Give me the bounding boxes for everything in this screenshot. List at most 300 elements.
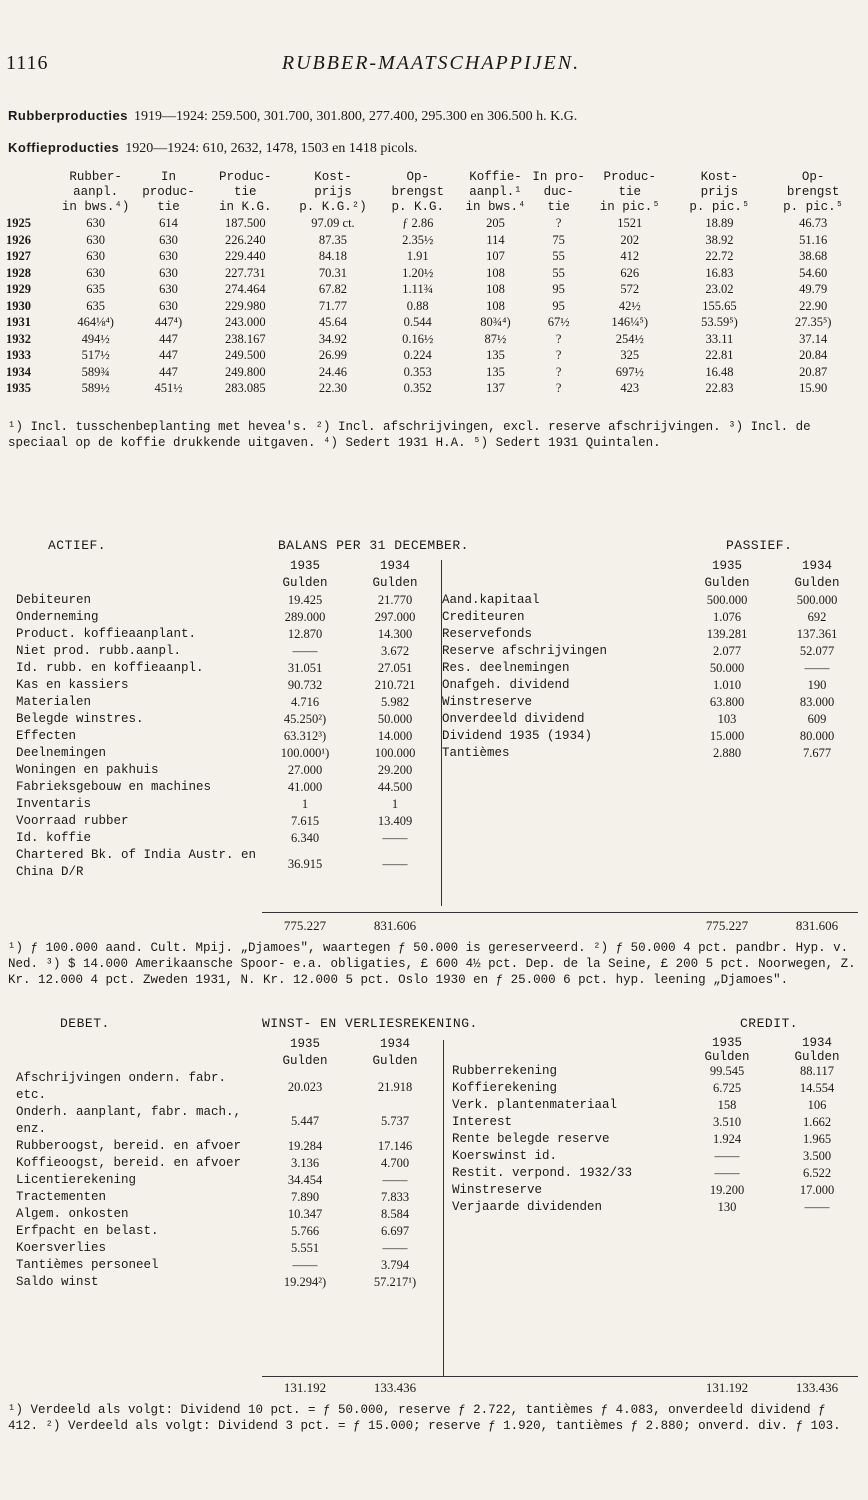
debet-row [16,1155,440,1172]
balance-total-rule [262,912,858,913]
debet-label: Rubberoogst, bereid. en afvoer [16,1139,242,1153]
debet-value-1934: 17.146 [377,1139,413,1153]
debet-table [16,1036,440,1291]
credit-row [452,1097,862,1114]
debet-unit-1935: Gulden [282,1054,328,1068]
passief-value-1934: —— [804,661,830,675]
production-value-cell: 0.544 [403,315,432,329]
passief-row [442,711,862,728]
production-value-cell: 447⁴) [154,315,183,329]
passief-value-1935: 1.010 [712,678,742,692]
production-header-cell: prijs [314,185,352,199]
production-value-cell: ? [555,331,562,346]
passief-row [442,677,862,694]
production-header-cell: Produc- [603,170,656,184]
passief-table [442,558,862,762]
credit-totals [682,1380,862,1396]
actief-value-1935: 36.915 [287,856,323,871]
production-value-cell: 23.02 [705,282,734,296]
production-value-cell: 34.92 [318,331,348,346]
debet-value-1935: 5.447 [290,1113,320,1128]
actief-row [16,626,440,643]
actief-value-1935: 90.732 [287,678,323,692]
production-value-cell: 38.68 [799,249,828,263]
debet-value-1934: 7.833 [380,1190,410,1204]
production-year-cell: 1927 [6,249,31,263]
production-value-cell: 26.99 [318,348,348,362]
credit-label: Interest [452,1115,513,1129]
actief-value-1935: 7.615 [290,814,320,828]
production-row [6,265,862,282]
passief-year-header [442,558,862,575]
credit-label: Restit. verpond. 1932/33 [452,1166,633,1180]
production-header-cell: prijs [700,185,739,199]
passief-total-1935: 775.227 [705,918,749,933]
production-value-cell: 464⅛⁴) [77,315,114,329]
actief-row [16,694,440,711]
actief-row [16,728,440,745]
production-value-cell: 1.91 [406,249,429,263]
production-value-cell: 42½ [618,298,641,313]
production-value-cell: 95 [552,282,565,296]
credit-unit-1935: Gulden [704,1050,750,1064]
actief-label: Id. rubb. en koffieaanpl. [16,661,204,675]
credit-value-1935: 158 [717,1098,737,1112]
production-value-cell: 572 [620,282,640,296]
actief-table [16,558,440,881]
production-value-cell: 451½ [154,381,183,395]
production-value-cell: 630 [86,265,106,280]
production-value-cell: 423 [620,381,640,395]
passief-label: Aand.kapitaal [442,593,540,607]
credit-table [452,1063,862,1216]
actief-label: Id. koffie [16,831,92,845]
production-value-cell: 67.82 [318,282,348,296]
debet-row [16,1172,440,1189]
actief-value-1934: 27.051 [377,661,413,675]
actief-unit-1934: Gulden [372,576,418,590]
production-year-cell: 1934 [6,364,31,379]
production-row [6,380,862,397]
passief-value-1934: 7.677 [802,746,832,760]
passief-label: Winstreserve [442,695,533,709]
actief-value-1934: 100.000 [374,746,416,760]
debet-total-1935: 131.192 [283,1380,327,1395]
debet-unit-1934: Gulden [372,1054,418,1068]
production-value-cell: ? [555,381,562,395]
profit-loss-total-rule [262,1376,858,1377]
debet-unit-header [16,1053,440,1070]
actief-value-1934: 29.200 [377,763,413,777]
actief-value-1934: 297.000 [374,610,416,624]
credit-value-1935: 99.545 [709,1064,745,1078]
production-header-cell: in bws.⁴) [61,200,130,214]
production-value-cell: 54.60 [799,265,828,280]
actief-label: Deelnemingen [16,746,107,760]
profit-loss-title: WINST- EN VERLIESREKENING. [262,1016,478,1031]
debet-value-1934: 8.584 [380,1207,410,1221]
actief-label: Debiteuren [16,593,92,607]
debet-value-1935: 19.284 [287,1139,323,1153]
production-value-cell: 249.800 [224,364,266,379]
credit-row [452,1165,862,1182]
actief-row [16,745,440,762]
production-header-cell [6,185,56,200]
production-value-cell: ? [555,364,562,379]
production-value-cell: 155.65 [702,298,737,313]
production-header-cell: In [161,170,177,184]
passief-value-1935: 1.076 [712,610,742,624]
debet-total-1934: 133.436 [373,1380,417,1395]
debet-label: Koffieoogst, bereid. en afvoer [16,1156,242,1170]
production-value-cell: 22.81 [705,348,734,362]
actief-value-1934: 1 [391,797,399,811]
production-value-cell: 87.35 [318,232,348,247]
production-value-cell: 22.90 [799,298,828,313]
passief-value-1934: 83.000 [799,695,835,709]
actief-totals [260,918,440,934]
actief-row [16,660,440,677]
production-value-cell: 1.11¾ [402,282,434,296]
passief-label: Res. deelnemingen [442,661,570,675]
production-header-cell: aanpl. [73,185,119,199]
credit-label: Verjaarde dividenden [452,1200,603,1214]
credit-row [452,1131,862,1148]
debet-label: Afschrijvingen ondern. fabr. etc. [16,1071,227,1102]
passief-value-1934: 609 [807,712,827,726]
production-header-cell: aanpl.¹ [469,185,522,199]
passief-value-1934: 500.000 [796,593,838,607]
production-value-cell: 226.240 [224,232,266,247]
debet-heading: DEBET. [60,1016,110,1031]
production-header-cell: produc- [142,185,195,199]
production-header-cell: in K.G. [219,200,272,214]
actief-row [16,779,440,796]
production-value-cell: 0.16½ [402,331,434,346]
actief-value-1934: 14.000 [377,729,413,743]
page-header [6,52,856,76]
production-value-cell: 202 [620,232,640,247]
production-value-cell: 412 [620,249,640,263]
production-value-cell: 87½ [484,331,507,346]
passief-row [442,745,862,762]
production-value-cell: 1521 [617,216,643,230]
production-table [6,170,862,397]
passief-row [442,626,862,643]
production-value-cell: 229.980 [224,298,266,313]
production-year-cell: 1930 [6,298,31,313]
debet-row [16,1138,440,1155]
credit-value-1934: 14.554 [799,1081,835,1095]
actief-row [16,847,440,881]
production-header-cell: in pic.⁵ [599,200,660,214]
debet-value-1934: 4.700 [380,1156,410,1170]
rubber-production-line [8,108,577,125]
credit-label: Rente belegde reserve [452,1132,610,1146]
actief-year-header [16,558,440,575]
production-value-cell: 67½ [547,315,570,329]
credit-heading: CREDIT. [740,1016,799,1031]
debet-row [16,1104,440,1138]
passief-value-1935: 103 [717,712,737,726]
production-header-cell: brengst [786,185,840,199]
production-year-cell: 1929 [6,282,31,296]
production-value-cell: 107 [486,249,505,263]
production-value-cell: 38.92 [705,232,734,247]
passief-row [442,660,862,677]
production-header-cell: tie [618,185,641,199]
passief-value-1935: 2.077 [712,644,742,658]
actief-value-1934: 3.672 [380,644,410,658]
actief-label: Fabrieksgebouw en machines [16,780,212,794]
actief-label: Chartered Bk. of India Austr. en China D/R [16,848,257,879]
production-header-cell: p. pic.⁵ [689,200,750,214]
credit-total-1934: 133.436 [795,1380,839,1395]
production-value-cell: 630 [159,249,178,263]
production-value-cell: 283.085 [224,381,266,395]
actief-value-1935: 289.000 [284,610,326,624]
production-header-cell: tie [547,200,570,214]
actief-value-1934: 210.721 [374,678,416,692]
profit-loss-footnote: ¹) Verdeeld als volgt: Dividend 10 pct. = ƒ 50.000, reserve ƒ 2.722, tantièmes ƒ 4.083, onverdeeld dividend ƒ 412. ²) Verdeeld als volgt: Dividend 3 pct. = ƒ 15.000; reserve ƒ 1.920, tantièmes ƒ 2.880; onverd. div. ƒ 103. [8,1403,841,1433]
passief-value-1934: 190 [807,678,827,692]
actief-row [16,592,440,609]
production-value-cell: 75 [552,232,565,247]
actief-label: Kas en kassiers [16,678,129,692]
credit-label: Koffierekening [452,1081,558,1095]
credit-value-1935: —— [714,1149,740,1163]
credit-value-1934: 1.662 [802,1115,832,1129]
passief-unit-1934: Gulden [794,576,840,590]
actief-label: Effecten [16,729,77,743]
credit-unit-1934: Gulden [794,1050,840,1064]
actief-unit-header [16,575,440,592]
actief-label: Voorraad rubber [16,814,129,828]
production-value-cell: 108 [486,265,505,280]
debet-row [16,1070,440,1104]
debet-value-1935: —— [292,1258,318,1272]
production-value-cell: 0.353 [403,364,432,379]
production-footnote: ¹) Incl. tusschenbeplanting met hevea's. ²) Incl. afschrijvingen, excl. reserve afschrijvingen. ³) Incl. de speciaal op de koffie drukkende uitgaven. ⁴) Sedert 1931 H.A. ⁵) Sedert 1931 Quintalen. [8,420,811,450]
actief-value-1935: 45.250²) [283,712,327,726]
debet-value-1935: 5.551 [290,1241,320,1255]
production-header-cell: tie [157,200,180,214]
production-value-cell: 494½ [81,331,110,346]
production-value-cell: ? [555,348,562,362]
production-value-cell: 630 [159,232,178,247]
actief-value-1935: 6.340 [290,831,320,845]
debet-value-1935: 34.454 [287,1173,323,1187]
coffee-production-label: Koffieproducties [8,140,120,155]
production-row [6,298,862,315]
passief-value-1935: 500.000 [706,593,748,607]
production-value-cell: 22.30 [318,381,348,395]
passief-heading: PASSIEF. [726,538,793,553]
actief-value-1935: 1 [301,797,309,811]
production-value-cell: 2.35½ [402,232,434,247]
actief-value-1935: 41.000 [287,780,323,794]
actief-value-1935: 27.000 [287,763,323,777]
production-value-cell: 135 [486,364,505,379]
production-row [6,314,862,331]
actief-value-1935: 19.425 [287,593,323,607]
actief-value-1935: —— [292,644,318,658]
production-value-cell: 55 [552,265,565,280]
actief-row [16,813,440,830]
passief-label: Reserve afschrijvingen [442,644,608,658]
debet-label: Erfpacht en belast. [16,1224,159,1238]
credit-row [452,1199,862,1216]
production-value-cell: 108 [486,282,505,296]
production-value-cell: 274.464 [224,282,266,296]
credit-row [452,1080,862,1097]
passief-year-1934: 1934 [801,559,832,573]
production-value-cell: 630 [159,282,178,296]
page-title: RUBBER-MAATSCHAPPIJEN. [281,52,581,74]
production-header-cell: Op- [801,170,825,184]
production-value-cell: 630 [86,249,106,263]
production-header-row [6,185,862,200]
debet-value-1935: 20.023 [287,1079,323,1094]
passief-value-1934: 137.361 [796,627,838,641]
production-value-cell: 243.000 [224,315,266,329]
production-value-cell: 238.167 [224,331,266,346]
credit-value-1934: 6.522 [802,1166,832,1180]
passief-value-1934: 52.077 [799,644,835,658]
actief-value-1934: 50.000 [377,712,413,726]
debet-row [16,1223,440,1240]
actief-value-1934: 5.982 [380,695,410,709]
production-value-cell: 254½ [615,331,644,346]
passief-row [442,592,862,609]
debet-row [16,1240,440,1257]
debet-value-1934: 6.697 [380,1224,410,1238]
debet-value-1934: 21.918 [377,1079,413,1094]
credit-label: Rubberrekening [452,1064,558,1078]
credit-year-1935: 1935 [711,1036,742,1050]
actief-label: Materialen [16,695,92,709]
actief-row [16,762,440,779]
coffee-production-text: 1920—1924: 610, 2632, 1478, 1503 en 1418 picols. [125,141,418,156]
production-value-cell: 325 [620,348,640,362]
actief-year-1934: 1934 [379,559,410,573]
debet-year-header [16,1036,440,1053]
production-header-cell: Rubber- [69,170,122,184]
production-value-cell: 46.73 [799,216,828,230]
production-value-cell: 18.89 [705,216,734,230]
actief-row [16,796,440,813]
actief-label: Niet prod. rubb.aanpl. [16,644,182,658]
production-value-cell: 630 [86,216,106,230]
actief-label: Product. koffieaanplant. [16,627,197,641]
actief-row [16,830,440,847]
production-year-cell: 1931 [6,315,31,329]
production-value-cell: 227.731 [224,265,266,280]
debet-value-1934: 5.737 [380,1113,410,1128]
production-value-cell: 80¾⁴) [480,315,511,329]
production-row [6,248,862,265]
production-value-cell: 15.90 [799,381,828,395]
actief-value-1935: 31.051 [287,661,323,675]
production-header-cell: Kost- [314,170,352,184]
debet-label: Koersverlies [16,1241,107,1255]
credit-value-1935: 19.200 [709,1183,745,1197]
production-value-cell: 70.31 [318,265,348,280]
profit-loss-divider [443,1040,444,1376]
coffee-production-line [8,140,417,157]
actief-total-1934: 831.606 [373,918,417,933]
actief-label: Woningen en pakhuis [16,763,159,777]
production-header-cell: Koffie- [469,170,522,184]
production-value-cell: ƒ 2.86 [402,216,434,230]
debet-label: Algem. onkosten [16,1207,129,1221]
production-value-cell: 589¾ [81,364,110,379]
actief-value-1934: 21.770 [377,593,413,607]
production-value-cell: 146¼⁵) [611,315,649,329]
passief-label: Onverdeeld dividend [442,712,585,726]
production-value-cell: 447 [159,364,178,379]
production-value-cell: 135 [486,348,505,362]
debet-totals [260,1380,440,1396]
production-year-cell: 1926 [6,232,31,247]
passief-total-1934: 831.606 [795,918,839,933]
actief-total-1935: 775.227 [283,918,327,933]
production-value-cell: 626 [620,265,640,280]
production-value-cell: 517½ [81,348,110,362]
actief-value-1935: 12.870 [287,627,323,641]
passief-value-1935: 139.281 [706,627,748,641]
passief-value-1935: 50.000 [709,661,745,675]
actief-value-1935: 63.312³) [283,729,327,743]
balance-divider [441,560,442,906]
production-value-cell: 53.59⁵) [701,315,738,329]
production-value-cell: 22.72 [705,249,734,263]
production-value-cell: 33.11 [705,331,734,346]
rubber-production-text: 1919—1924: 259.500, 301.700, 301.800, 277.400, 295.300 en 306.500 h. K.G. [133,109,578,124]
credit-value-1934: 17.000 [799,1183,835,1197]
credit-label: Koerswinst id. [452,1149,558,1163]
production-value-cell: 447 [159,331,178,346]
actief-year-1935: 1935 [289,559,320,573]
production-value-cell: 229.440 [224,249,266,263]
production-value-cell: 447 [159,348,178,362]
production-value-cell: 45.64 [318,315,348,329]
production-header-cell [6,200,56,215]
actief-label: Belegde winstres. [16,712,144,726]
passief-row [442,694,862,711]
production-value-cell: ? [555,216,562,230]
production-year-cell: 1928 [6,265,31,280]
debet-value-1934: 3.794 [380,1258,410,1272]
actief-label: Onderneming [16,610,99,624]
production-header-cell: p. pic.⁵ [783,200,844,214]
production-header-cell [6,170,56,185]
production-value-cell: 614 [159,216,178,230]
balance-footnote: ¹) ƒ 100.000 aand. Cult. Mpij. „Djamoes", waartegen ƒ 50.000 is gereserveerd. ²) ƒ 50.000 4 pct. pandbr. Hyp. v. Ned. ³) $ 14.000 Amerikaansche Spoor- e.a. obligaties, £ 600 4½ pct. Dep. de la Seine, £ 200 5 pct. Noorwegen, Z. Kr. 12.000 4 pct. Zweden 1931, N. Kr. 12.000 5 pct. Oslo 1930 en ƒ 25.000 6 pct. hyp. leening „Djamoes". [8,941,856,987]
debet-value-1934: —— [382,1241,408,1255]
debet-label: Licentierekening [16,1173,137,1187]
production-header-row [6,200,862,215]
passief-value-1935: 63.800 [709,695,745,709]
credit-value-1935: 3.510 [712,1115,742,1129]
production-value-cell: 1.20½ [402,265,434,280]
debet-value-1935: 7.890 [290,1190,320,1204]
passief-unit-1935: Gulden [704,576,750,590]
debet-row [16,1206,440,1223]
passief-row [442,728,862,745]
debet-value-1935: 3.136 [290,1156,320,1170]
production-value-cell: 16.48 [705,364,734,379]
